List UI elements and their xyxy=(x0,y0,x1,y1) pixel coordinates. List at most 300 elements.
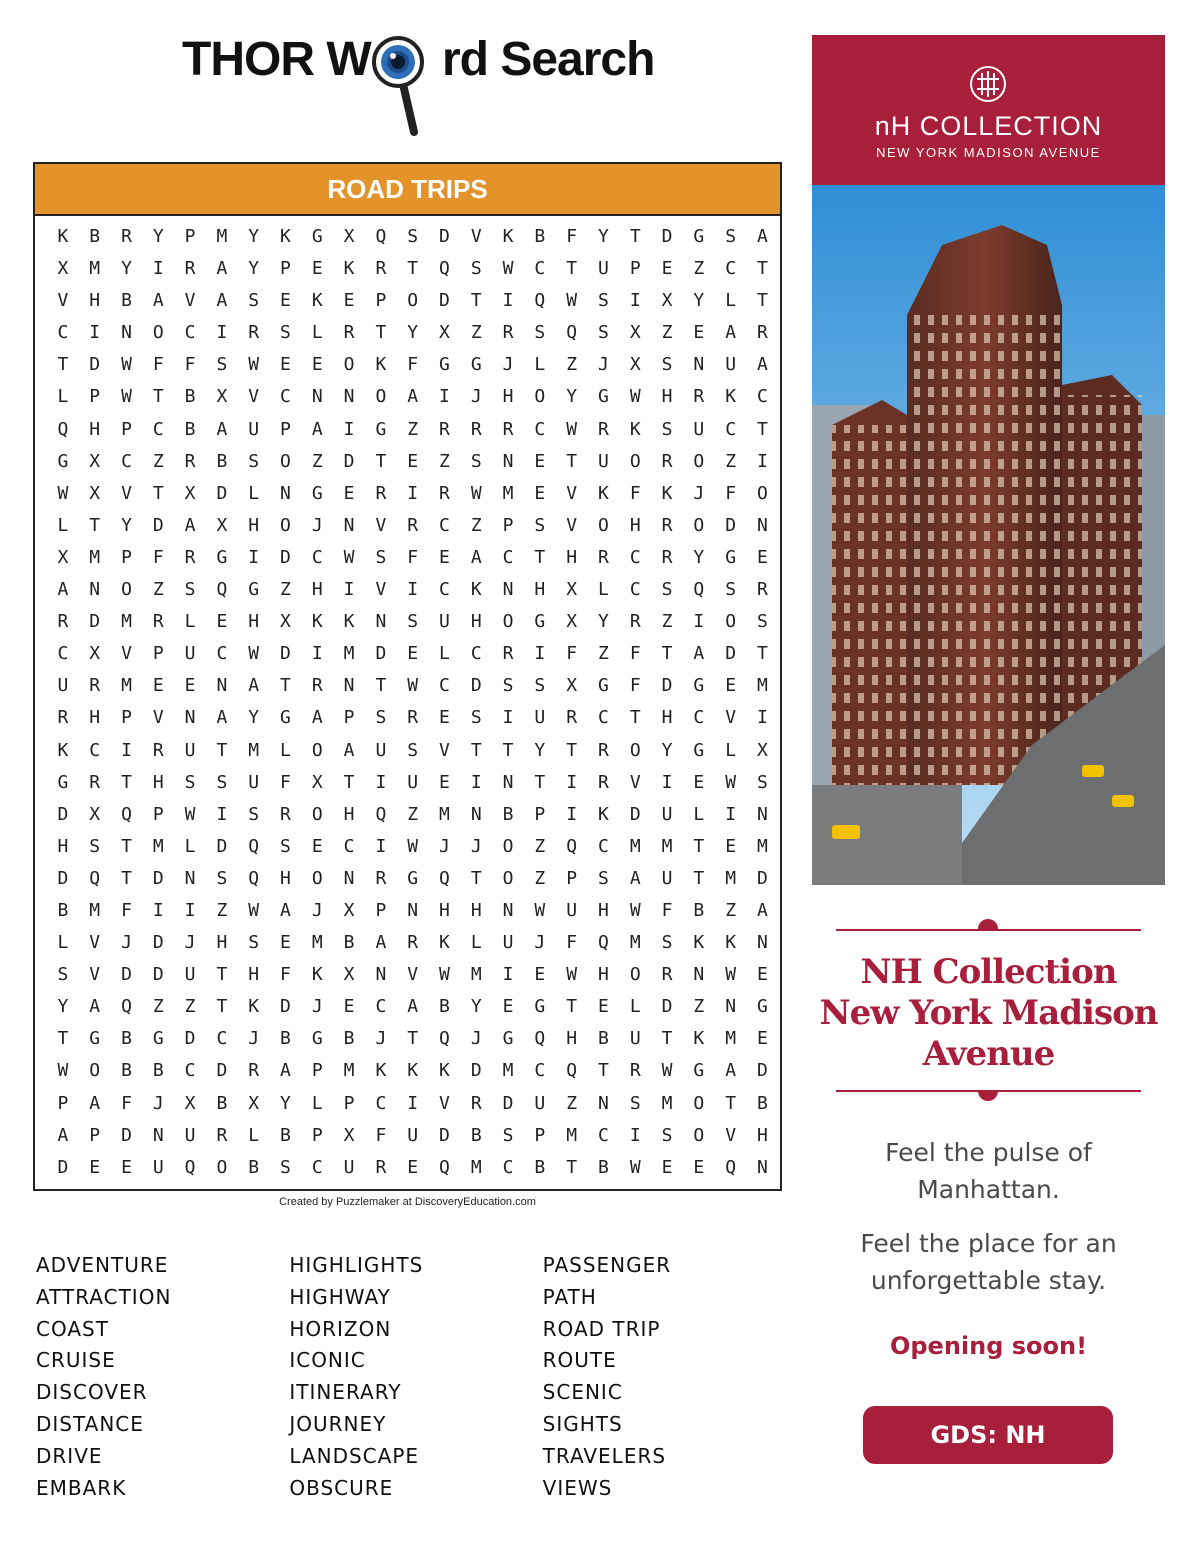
grid-letter[interactable]: J xyxy=(375,1028,387,1050)
grid-letter[interactable]: S xyxy=(757,771,768,793)
grid-letter[interactable]: Y xyxy=(121,514,132,536)
grid-letter[interactable]: F xyxy=(566,932,578,954)
grid-letter[interactable]: Y xyxy=(248,258,260,280)
grid-letter[interactable]: E xyxy=(280,354,291,376)
grid-letter[interactable]: R xyxy=(57,611,69,633)
grid-letter[interactable]: E xyxy=(343,482,355,504)
grid-letter[interactable]: D xyxy=(184,1028,196,1050)
grid-letter[interactable]: P xyxy=(343,707,355,729)
grid-letter[interactable]: K xyxy=(502,226,514,247)
grid-letter[interactable]: H xyxy=(629,514,641,536)
grid-letter[interactable]: D xyxy=(89,354,101,376)
grid-letter[interactable]: T xyxy=(534,546,546,568)
grid-letter[interactable]: Q xyxy=(248,867,260,889)
grid-letter[interactable]: T xyxy=(693,867,705,889)
grid-letter[interactable]: N xyxy=(757,932,768,954)
grid-letter[interactable]: F xyxy=(152,354,164,376)
grid-letter[interactable]: V xyxy=(152,707,164,729)
grid-letter[interactable]: J xyxy=(439,835,450,857)
grid-letter[interactable]: T xyxy=(757,258,768,280)
grid-letter[interactable]: E xyxy=(693,1156,705,1178)
grid-letter[interactable]: M xyxy=(566,1124,578,1146)
grid-letter[interactable]: A xyxy=(216,258,228,280)
grid-letter[interactable]: C xyxy=(470,643,482,665)
grid-letter[interactable]: A xyxy=(152,290,164,312)
grid-letter[interactable]: E xyxy=(757,964,768,986)
grid-letter[interactable]: N xyxy=(757,803,768,825)
grid-letter[interactable]: G xyxy=(57,450,69,472)
grid-letter[interactable]: D xyxy=(725,514,737,536)
grid-letter[interactable]: S xyxy=(470,450,482,472)
grid-letter[interactable]: Y xyxy=(598,226,609,247)
grid-letter[interactable]: X xyxy=(343,1124,355,1146)
grid-letter[interactable]: F xyxy=(407,354,419,376)
grid-letter[interactable]: D xyxy=(439,1124,450,1146)
grid-letter[interactable]: Z xyxy=(184,996,196,1018)
grid-letter[interactable]: A xyxy=(375,932,387,954)
grid-letter[interactable]: O xyxy=(152,322,164,344)
grid-letter[interactable]: X xyxy=(311,771,323,793)
grid-letter[interactable]: W xyxy=(407,835,419,857)
grid-letter[interactable]: B xyxy=(534,226,546,247)
grid-letter[interactable]: D xyxy=(725,643,737,665)
grid-letter[interactable]: G xyxy=(311,226,323,247)
grid-letter[interactable]: P xyxy=(629,258,641,280)
grid-letter[interactable]: S xyxy=(661,1124,673,1146)
grid-letter[interactable]: V xyxy=(121,643,132,665)
grid-letter[interactable]: O xyxy=(311,803,323,825)
grid-letter[interactable]: Z xyxy=(407,803,419,825)
grid-letter[interactable]: W xyxy=(343,546,355,568)
grid-letter[interactable]: A xyxy=(311,707,323,729)
grid-letter[interactable]: Q xyxy=(534,1028,546,1050)
grid-letter[interactable]: Y xyxy=(152,226,164,247)
grid-letter[interactable]: S xyxy=(598,290,609,312)
grid-letter[interactable]: R xyxy=(598,739,609,761)
grid-letter[interactable]: C xyxy=(280,386,291,408)
grid-letter[interactable]: Z xyxy=(152,579,164,601)
grid-letter[interactable]: M xyxy=(89,899,101,921)
grid-letter[interactable]: D xyxy=(280,546,291,568)
grid-letter[interactable]: B xyxy=(184,418,196,440)
grid-letter[interactable]: R xyxy=(470,418,482,440)
grid-letter[interactable]: E xyxy=(216,611,228,633)
grid-letter[interactable]: C xyxy=(216,643,228,665)
grid-letter[interactable]: C xyxy=(311,546,323,568)
grid-letter[interactable]: R xyxy=(375,867,387,889)
grid-letter[interactable]: A xyxy=(216,418,228,440)
grid-letter[interactable]: O xyxy=(407,290,419,312)
grid-letter[interactable]: Z xyxy=(311,450,323,472)
grid-letter[interactable]: T xyxy=(470,739,482,761)
grid-letter[interactable]: N xyxy=(152,1124,164,1146)
grid-letter[interactable]: N xyxy=(502,771,514,793)
grid-letter[interactable]: O xyxy=(502,835,514,857)
grid-letter[interactable]: E xyxy=(598,996,609,1018)
grid-letter[interactable]: T xyxy=(57,354,69,376)
grid-letter[interactable]: D xyxy=(121,1124,132,1146)
grid-letter[interactable]: W xyxy=(629,386,641,408)
grid-letter[interactable]: Y xyxy=(407,322,419,344)
grid-letter[interactable]: W xyxy=(502,258,514,280)
grid-letter[interactable]: T xyxy=(566,996,578,1018)
grid-letter[interactable]: V xyxy=(470,226,482,247)
grid-letter[interactable]: Z xyxy=(439,450,450,472)
grid-letter[interactable]: S xyxy=(407,226,419,247)
grid-letter[interactable]: H xyxy=(248,964,260,986)
grid-letter[interactable]: C xyxy=(598,835,609,857)
grid-letter[interactable]: I xyxy=(89,322,101,344)
grid-letter[interactable]: K xyxy=(407,1060,419,1082)
grid-letter[interactable]: P xyxy=(343,1092,355,1114)
grid-letter[interactable]: G xyxy=(693,739,705,761)
grid-letter[interactable]: I xyxy=(216,803,228,825)
grid-letter[interactable]: P xyxy=(280,258,291,280)
grid-letter[interactable]: B xyxy=(121,290,132,312)
grid-letter[interactable]: T xyxy=(375,675,387,697)
grid-letter[interactable]: O xyxy=(725,611,737,633)
grid-letter[interactable]: C xyxy=(693,707,705,729)
grid-letter[interactable]: M xyxy=(89,546,101,568)
grid-letter[interactable]: O xyxy=(693,450,705,472)
grid-letter[interactable]: J xyxy=(502,354,514,376)
grid-letter[interactable]: X xyxy=(757,739,768,761)
grid-letter[interactable]: R xyxy=(661,964,673,986)
grid-letter[interactable]: N xyxy=(375,611,387,633)
grid-letter[interactable]: J xyxy=(534,932,546,954)
grid-letter[interactable]: W xyxy=(184,803,196,825)
grid-letter[interactable]: J xyxy=(152,1092,164,1114)
grid-letter[interactable]: L xyxy=(439,643,450,665)
grid-letter[interactable]: W xyxy=(57,482,69,504)
grid-letter[interactable]: X xyxy=(184,482,196,504)
grid-letter[interactable]: Z xyxy=(407,418,419,440)
grid-letter[interactable]: S xyxy=(407,739,419,761)
grid-letter[interactable]: T xyxy=(343,771,355,793)
grid-letter[interactable]: W xyxy=(725,964,737,986)
grid-letter[interactable]: M xyxy=(661,835,673,857)
grid-letter[interactable]: C xyxy=(598,1124,609,1146)
grid-letter[interactable]: U xyxy=(598,450,609,472)
grid-letter[interactable]: S xyxy=(375,707,387,729)
grid-letter[interactable]: E xyxy=(693,322,705,344)
grid-letter[interactable]: N xyxy=(184,867,196,889)
grid-letter[interactable]: D xyxy=(57,867,69,889)
grid-letter[interactable]: L xyxy=(311,322,323,344)
grid-letter[interactable]: D xyxy=(502,1092,514,1114)
grid-letter[interactable]: S xyxy=(248,932,260,954)
grid-letter[interactable]: U xyxy=(184,643,196,665)
grid-letter[interactable]: I xyxy=(534,643,546,665)
grid-letter[interactable]: K xyxy=(439,1060,450,1082)
grid-letter[interactable]: T xyxy=(757,643,768,665)
grid-letter[interactable]: N xyxy=(502,899,514,921)
grid-letter[interactable]: H xyxy=(89,290,101,312)
grid-letter[interactable]: D xyxy=(661,226,673,247)
grid-letter[interactable]: E xyxy=(311,354,323,376)
grid-letter[interactable]: D xyxy=(439,290,450,312)
grid-letter[interactable]: T xyxy=(566,739,578,761)
grid-letter[interactable]: A xyxy=(89,996,101,1018)
grid-letter[interactable]: O xyxy=(89,1060,101,1082)
grid-letter[interactable]: E xyxy=(407,1156,419,1178)
grid-letter[interactable]: A xyxy=(311,418,323,440)
grid-letter[interactable]: L xyxy=(534,354,546,376)
grid-letter[interactable]: J xyxy=(470,835,482,857)
grid-letter[interactable]: I xyxy=(152,899,164,921)
grid-letter[interactable]: K xyxy=(470,579,482,601)
grid-letter[interactable]: I xyxy=(661,771,673,793)
grid-letter[interactable]: C xyxy=(184,322,196,344)
grid-letter[interactable]: O xyxy=(216,1156,228,1178)
grid-letter[interactable]: P xyxy=(311,1060,323,1082)
grid-letter[interactable]: Z xyxy=(152,450,164,472)
grid-letter[interactable]: A xyxy=(693,643,705,665)
grid-letter[interactable]: N xyxy=(343,675,355,697)
grid-letter[interactable]: S xyxy=(661,932,673,954)
grid-letter[interactable]: D xyxy=(470,675,482,697)
grid-letter[interactable]: P xyxy=(566,867,578,889)
grid-letter[interactable]: B xyxy=(152,1060,164,1082)
grid-letter[interactable]: R xyxy=(598,418,609,440)
grid-letter[interactable]: N xyxy=(216,675,228,697)
grid-letter[interactable]: H xyxy=(598,899,609,921)
grid-letter[interactable]: W xyxy=(57,1060,69,1082)
grid-letter[interactable]: B xyxy=(343,932,355,954)
grid-letter[interactable]: R xyxy=(502,322,514,344)
grid-letter[interactable]: T xyxy=(152,482,164,504)
grid-letter[interactable]: E xyxy=(280,290,291,312)
grid-letter[interactable]: B xyxy=(598,1028,609,1050)
grid-letter[interactable]: W xyxy=(725,771,737,793)
grid-letter[interactable]: S xyxy=(407,611,419,633)
grid-letter[interactable]: S xyxy=(470,707,482,729)
grid-letter[interactable]: I xyxy=(693,611,705,633)
grid-letter[interactable]: X xyxy=(661,290,673,312)
grid-letter[interactable]: T xyxy=(375,450,387,472)
grid-letter[interactable]: A xyxy=(89,1092,101,1114)
grid-letter[interactable]: N xyxy=(121,322,132,344)
grid-letter[interactable]: G xyxy=(57,771,69,793)
grid-letter[interactable]: H xyxy=(598,964,609,986)
grid-letter[interactable]: W xyxy=(248,899,260,921)
grid-letter[interactable]: N xyxy=(89,579,101,601)
grid-letter[interactable]: I xyxy=(502,707,514,729)
grid-letter[interactable]: R xyxy=(629,611,641,633)
grid-letter[interactable]: S xyxy=(248,450,260,472)
grid-letter[interactable]: Q xyxy=(89,867,101,889)
grid-letter[interactable]: R xyxy=(184,546,196,568)
grid-letter[interactable]: C xyxy=(439,579,450,601)
grid-letter[interactable]: C xyxy=(629,579,641,601)
grid-letter[interactable]: X xyxy=(89,482,101,504)
grid-letter[interactable]: C xyxy=(598,707,609,729)
grid-letter[interactable]: P xyxy=(534,803,546,825)
grid-letter[interactable]: R xyxy=(439,418,450,440)
grid-letter[interactable]: Q xyxy=(121,996,132,1018)
grid-letter[interactable]: O xyxy=(534,386,546,408)
grid-letter[interactable]: R xyxy=(248,1060,260,1082)
grid-letter[interactable]: R xyxy=(661,546,673,568)
grid-letter[interactable]: Y xyxy=(693,290,705,312)
grid-letter[interactable]: U xyxy=(661,867,673,889)
grid-letter[interactable]: Z xyxy=(470,322,482,344)
grid-letter[interactable]: T xyxy=(566,450,578,472)
grid-letter[interactable]: C xyxy=(121,450,132,472)
grid-letter[interactable]: U xyxy=(343,1156,355,1178)
grid-letter[interactable]: D xyxy=(757,867,768,889)
grid-letter[interactable]: D xyxy=(57,803,69,825)
grid-letter[interactable]: C xyxy=(152,418,164,440)
grid-letter[interactable]: X xyxy=(439,322,450,344)
grid-letter[interactable]: O xyxy=(598,514,609,536)
grid-letter[interactable]: E xyxy=(439,546,450,568)
grid-letter[interactable]: H xyxy=(248,514,260,536)
grid-letter[interactable]: T xyxy=(216,964,228,986)
grid-letter[interactable]: T xyxy=(534,771,546,793)
grid-letter[interactable]: G xyxy=(216,546,228,568)
grid-letter[interactable]: J xyxy=(693,482,705,504)
grid-letter[interactable]: I xyxy=(248,546,260,568)
grid-letter[interactable]: K xyxy=(311,290,323,312)
grid-letter[interactable]: T xyxy=(470,290,482,312)
grid-letter[interactable]: J xyxy=(311,514,323,536)
grid-letter[interactable]: F xyxy=(375,1124,387,1146)
grid-letter[interactable]: B xyxy=(439,996,450,1018)
grid-letter[interactable]: U xyxy=(502,932,514,954)
grid-letter[interactable]: T xyxy=(725,1092,737,1114)
grid-letter[interactable]: L xyxy=(184,835,196,857)
grid-letter[interactable]: U xyxy=(693,418,705,440)
grid-letter[interactable]: A xyxy=(470,546,482,568)
grid-letter[interactable]: Z xyxy=(470,514,482,536)
grid-letter[interactable]: P xyxy=(280,418,291,440)
grid-letter[interactable]: G xyxy=(693,226,705,247)
grid-letter[interactable]: V xyxy=(439,739,450,761)
grid-letter[interactable]: T xyxy=(629,707,641,729)
grid-letter[interactable]: K xyxy=(598,482,609,504)
grid-letter[interactable]: U xyxy=(725,354,737,376)
grid-letter[interactable]: H xyxy=(534,579,546,601)
grid-letter[interactable]: S xyxy=(534,675,546,697)
grid-letter[interactable]: O xyxy=(375,386,387,408)
grid-letter[interactable]: Y xyxy=(566,386,578,408)
grid-letter[interactable]: J xyxy=(598,354,609,376)
grid-letter[interactable]: M xyxy=(216,226,228,247)
grid-letter[interactable]: W xyxy=(534,899,546,921)
grid-letter[interactable]: Z xyxy=(280,579,291,601)
grid-letter[interactable]: R xyxy=(89,771,101,793)
grid-letter[interactable]: P xyxy=(152,803,164,825)
grid-letter[interactable]: G xyxy=(311,482,323,504)
grid-letter[interactable]: P xyxy=(375,899,387,921)
grid-letter[interactable]: X xyxy=(89,450,101,472)
grid-letter[interactable]: G xyxy=(407,867,419,889)
grid-letter[interactable]: G xyxy=(693,675,705,697)
grid-letter[interactable]: D xyxy=(343,450,355,472)
grid-letter[interactable]: I xyxy=(343,418,355,440)
grid-letter[interactable]: S xyxy=(629,1092,641,1114)
grid-letter[interactable]: I xyxy=(439,386,450,408)
grid-letter[interactable]: U xyxy=(184,1124,196,1146)
grid-letter[interactable]: Q xyxy=(57,418,69,440)
grid-letter[interactable]: P xyxy=(375,290,387,312)
grid-letter[interactable]: N xyxy=(407,899,419,921)
grid-letter[interactable]: O xyxy=(502,611,514,633)
grid-letter[interactable]: F xyxy=(121,899,132,921)
grid-letter[interactable]: D xyxy=(216,835,228,857)
grid-letter[interactable]: N xyxy=(311,386,323,408)
grid-letter[interactable]: I xyxy=(343,579,355,601)
grid-letter[interactable]: N xyxy=(598,1092,609,1114)
grid-letter[interactable]: E xyxy=(311,835,323,857)
grid-letter[interactable]: B xyxy=(598,1156,609,1178)
grid-letter[interactable]: G xyxy=(470,354,482,376)
grid-letter[interactable]: D xyxy=(661,675,673,697)
grid-letter[interactable]: F xyxy=(566,226,578,247)
grid-letter[interactable]: Q xyxy=(566,1060,578,1082)
grid-letter[interactable]: S xyxy=(661,579,673,601)
grid-letter[interactable]: I xyxy=(629,290,641,312)
grid-letter[interactable]: F xyxy=(280,964,291,986)
grid-letter[interactable]: I xyxy=(375,835,387,857)
grid-letter[interactable]: Q xyxy=(439,258,450,280)
grid-letter[interactable]: L xyxy=(280,739,291,761)
grid-letter[interactable]: S xyxy=(598,322,609,344)
grid-letter[interactable]: R xyxy=(184,258,196,280)
grid-letter[interactable]: C xyxy=(534,418,546,440)
grid-letter[interactable]: N xyxy=(280,482,291,504)
grid-letter[interactable]: I xyxy=(502,290,514,312)
grid-letter[interactable]: T xyxy=(216,996,228,1018)
grid-letter[interactable]: R xyxy=(375,1156,387,1178)
grid-letter[interactable]: T xyxy=(502,739,514,761)
grid-letter[interactable]: M xyxy=(502,1060,514,1082)
grid-letter[interactable]: S xyxy=(280,1156,291,1178)
grid-letter[interactable]: P xyxy=(57,1092,69,1114)
grid-letter[interactable]: O xyxy=(629,450,641,472)
grid-letter[interactable]: C xyxy=(502,546,514,568)
grid-letter[interactable]: K xyxy=(57,739,69,761)
grid-letter[interactable]: Y xyxy=(470,996,482,1018)
grid-letter[interactable]: B xyxy=(470,1124,482,1146)
grid-letter[interactable]: R xyxy=(598,546,609,568)
grid-letter[interactable]: J xyxy=(248,1028,260,1050)
grid-letter[interactable]: K xyxy=(629,418,641,440)
grid-letter[interactable]: B xyxy=(693,899,705,921)
grid-letter[interactable]: V xyxy=(566,514,578,536)
grid-letter[interactable]: I xyxy=(407,482,419,504)
grid-letter[interactable]: A xyxy=(725,322,737,344)
grid-letter[interactable]: B xyxy=(280,1028,291,1050)
grid-letter[interactable]: Y xyxy=(248,226,260,247)
grid-letter[interactable]: E xyxy=(502,996,514,1018)
grid-letter[interactable]: S xyxy=(248,803,260,825)
grid-letter[interactable]: L xyxy=(57,514,69,536)
grid-letter[interactable]: R xyxy=(757,322,768,344)
grid-letter[interactable]: A xyxy=(280,1060,291,1082)
grid-letter[interactable]: B xyxy=(280,1124,291,1146)
grid-letter[interactable]: Z xyxy=(661,322,673,344)
grid-letter[interactable]: M xyxy=(439,803,450,825)
grid-letter[interactable]: A xyxy=(757,226,768,247)
grid-letter[interactable]: S xyxy=(534,514,546,536)
grid-letter[interactable]: S xyxy=(248,290,260,312)
grid-letter[interactable]: N xyxy=(693,354,705,376)
grid-letter[interactable]: Y xyxy=(534,739,546,761)
grid-letter[interactable]: Z xyxy=(152,996,164,1018)
grid-letter[interactable]: R xyxy=(121,226,132,247)
